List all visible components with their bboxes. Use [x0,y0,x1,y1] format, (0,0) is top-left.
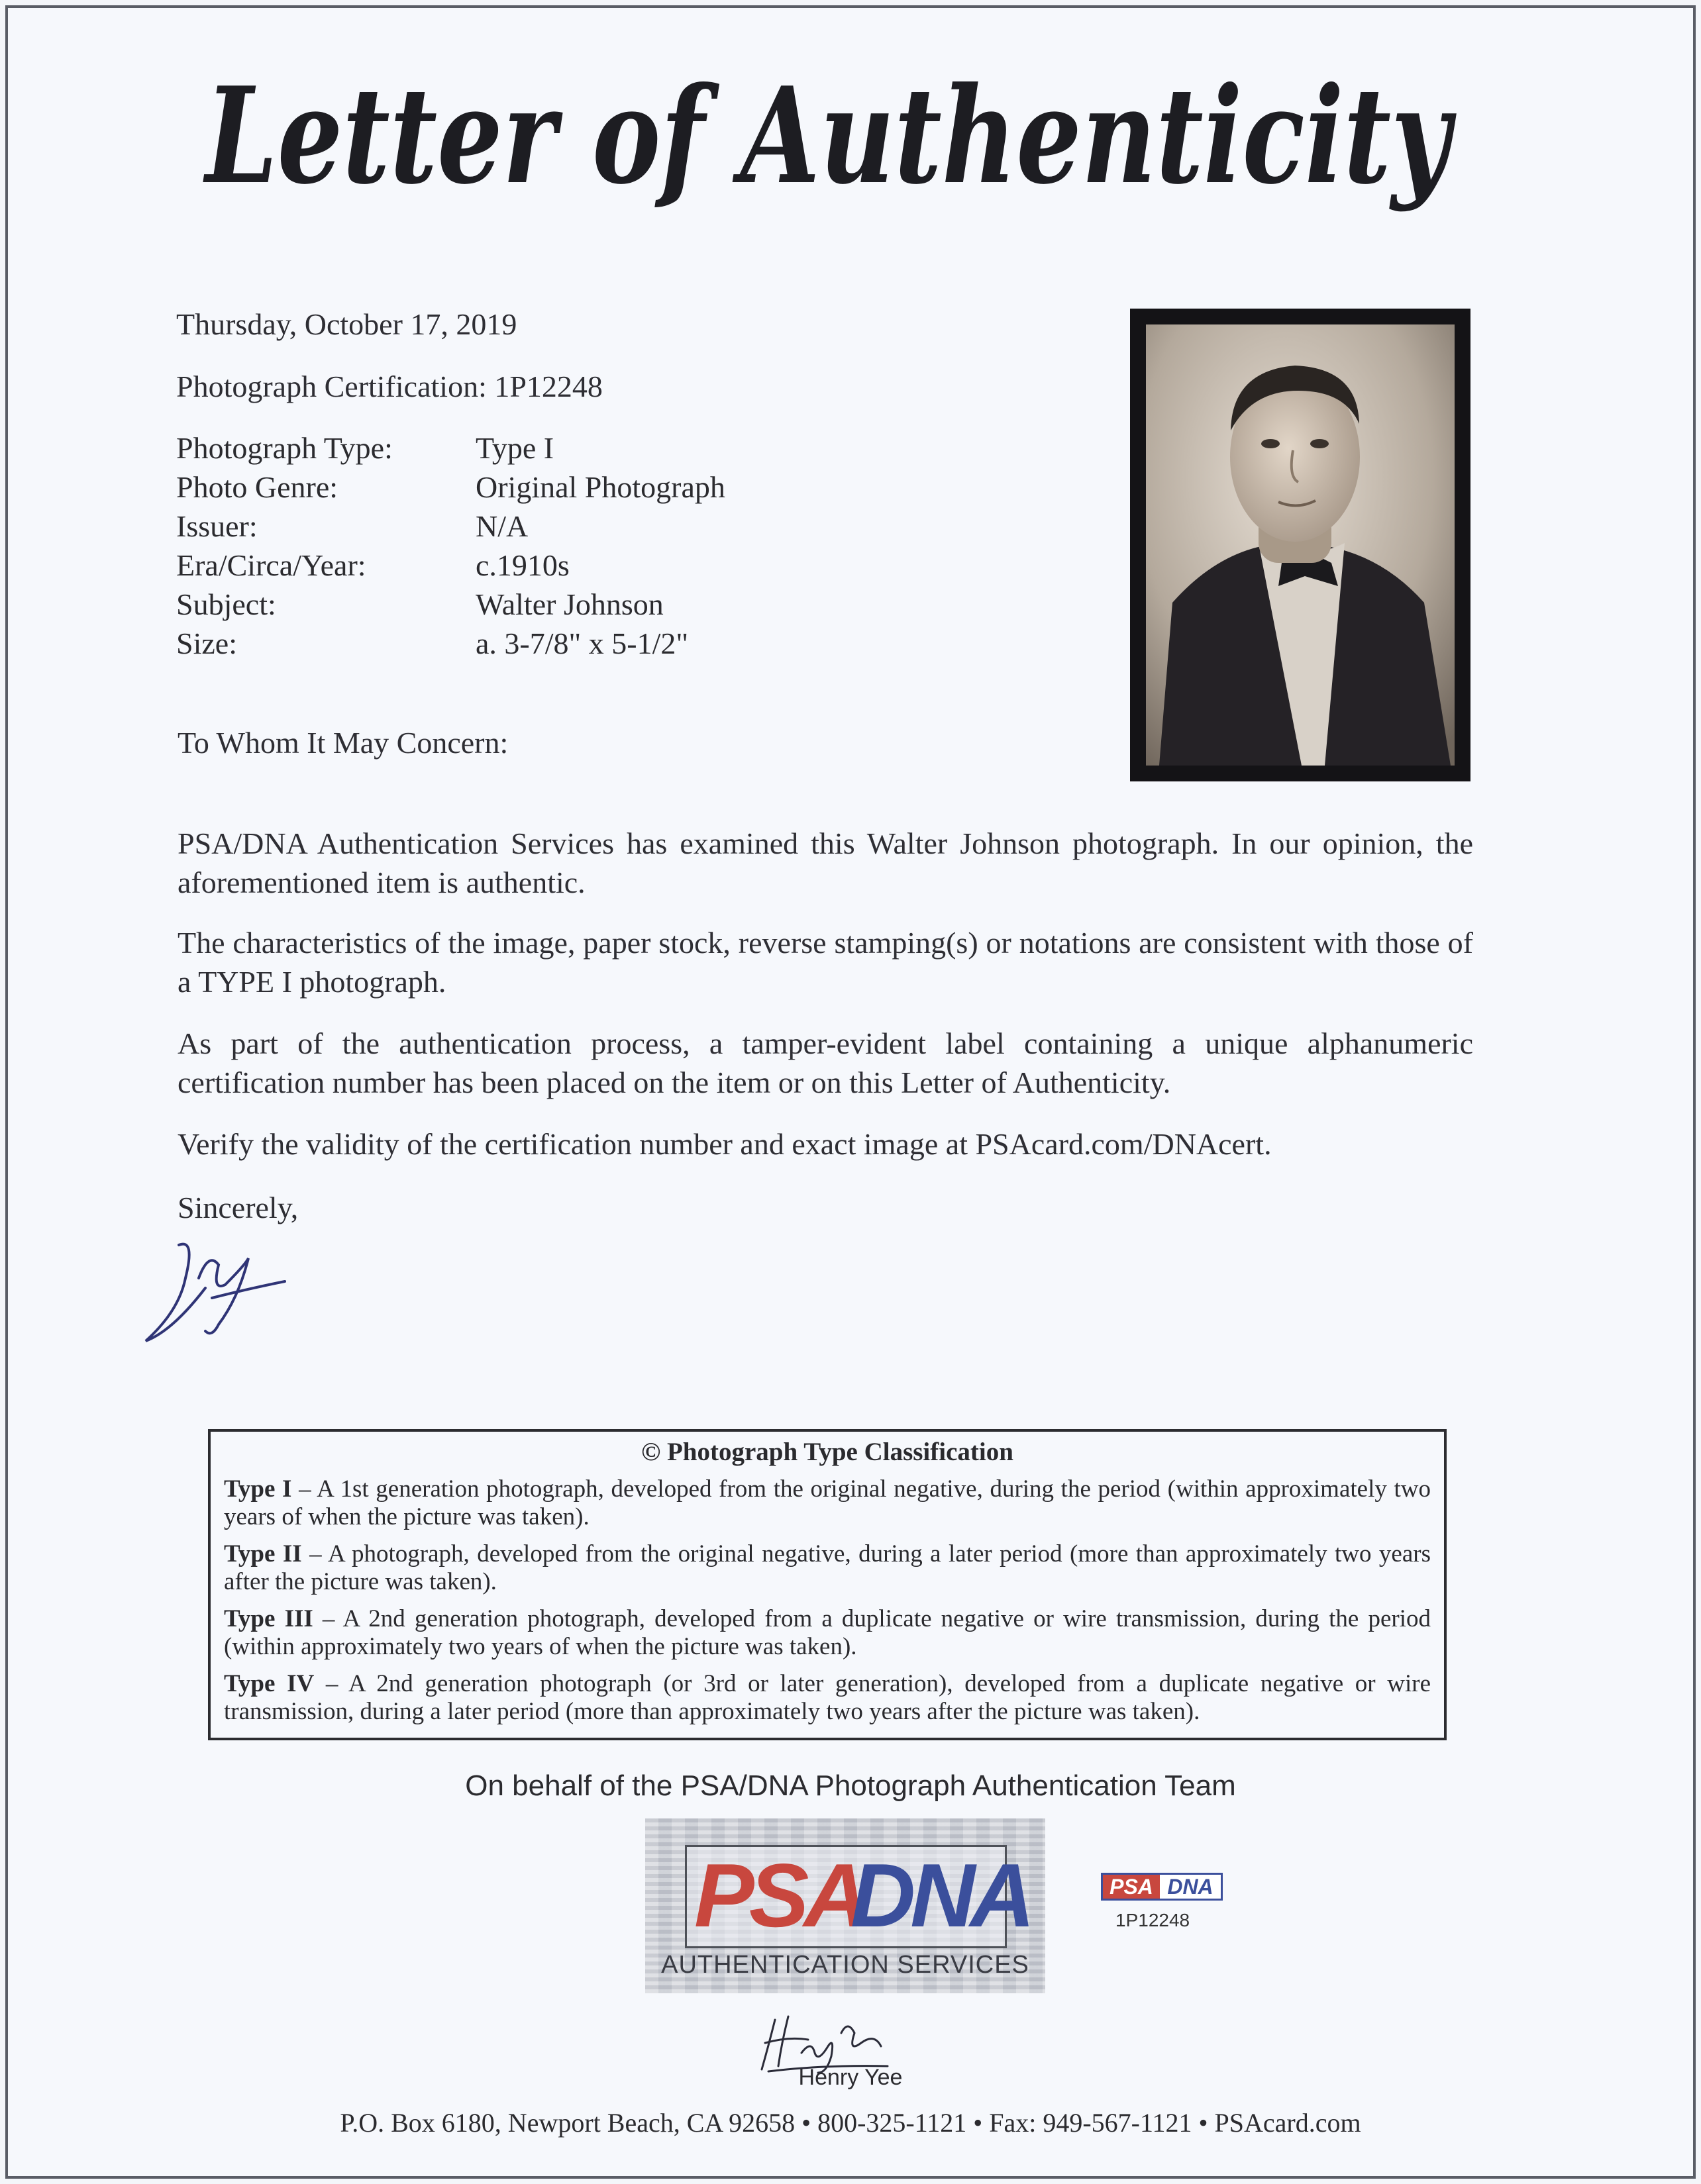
paragraph-process: As part of the authentication process, a tamper-evident label containing a unique alphanumeric certification number has been placed on the item or on this Letter of Authenticity. [178,1026,1473,1099]
detail-label: Subject: [176,587,276,621]
tamper-label-logo [1101,1873,1223,1901]
type-name: Type II [224,1540,302,1567]
detail-label: Issuer: [176,509,258,543]
detail-value: a. 3-7/8" x 5-1/2" [476,626,689,660]
detail-label: Era/Circa/Year: [176,548,366,582]
classification-type-2 [224,1540,1431,1596]
classification-type-4 [224,1670,1431,1726]
type-name: Type III [224,1605,313,1632]
subject-photograph [1130,309,1470,781]
signature-sincerely [132,1225,298,1351]
type-name: Type IV [224,1670,315,1697]
salutation: To Whom It May Concern: [178,726,509,760]
type-name: Type I [224,1475,292,1503]
label-dna: DNA [1160,1875,1221,1899]
signer-name: Henry Yee [798,2065,903,2090]
tamper-label-cert: 1P12248 [1115,1910,1190,1930]
logo-dna-text: DNA [850,1845,1030,1946]
letter-date: Thursday, October 17, 2019 [176,307,517,341]
detail-value: N/A [476,509,529,543]
detail-value: Original Photograph [476,470,725,504]
paragraph-examined: PSA/DNA Authentication Services has examined this Walter Johnson photograph. In our opinion, the aforementioned item is authentic. [178,826,1473,899]
classification-type-1 [224,1475,1431,1531]
classification-title: © Photograph Type Classification [641,1438,1013,1466]
closing: Sincerely, [178,1191,299,1224]
paragraph-characteristics: The characteristics of the image, paper stock, reverse stamping(s) or notations are consistent with those of a TYPE I photograph. [178,926,1473,999]
logo-psa-text: PSA [694,1845,864,1946]
detail-value: Walter Johnson [476,587,664,621]
detail-label: Photograph Type: [176,431,393,465]
type-desc: – A 2nd generation photograph, developed from a duplicate negative or wire transmission, during the period (within approximately two years of when the picture was taken). [224,1605,1431,1660]
classification-type-3 [224,1605,1431,1661]
detail-label: Photo Genre: [176,470,338,504]
paragraph-verify: Verify the validity of the certification number and exact image at PSAcard.com/DNAcert. [178,1127,1272,1161]
behalf-line: On behalf of the PSA/DNA Photograph Authentication Team [465,1769,1236,1802]
letter-title [199,46,1457,245]
detail-value: Type I [476,431,554,465]
type-classification-box [208,1429,1447,1740]
detail-label: Size: [176,626,237,660]
detail-value: c.1910s [476,548,570,582]
type-desc: – A 2nd generation photograph (or 3rd or later generation), developed from a duplicate negative or wire transmission, during a later period (more than approximately two years after the picture was taken). [224,1670,1431,1725]
certification-number: Photograph Certification: 1P12248 [176,370,603,403]
footer-address: P.O. Box 6180, Newport Beach, CA 92658 • 800-325-1121 • Fax: 949-567-1121 • PSAcard.com [340,2108,1361,2138]
label-psa: PSA [1103,1875,1160,1899]
logo-services-text: AUTHENTICATION SERVICES [661,1951,1029,1979]
svg-text:Letter of Authenticity: Letter of Authenticity [203,58,1457,214]
psa-dna-logo [645,1818,1045,1993]
type-desc: – A 1st generation photograph, developed from the original negative, during the period (within approximately two years of when the picture was taken). [224,1475,1431,1530]
type-desc: – A photograph, developed from the original negative, during a later period (more than approximately two years after the picture was taken). [224,1540,1431,1595]
